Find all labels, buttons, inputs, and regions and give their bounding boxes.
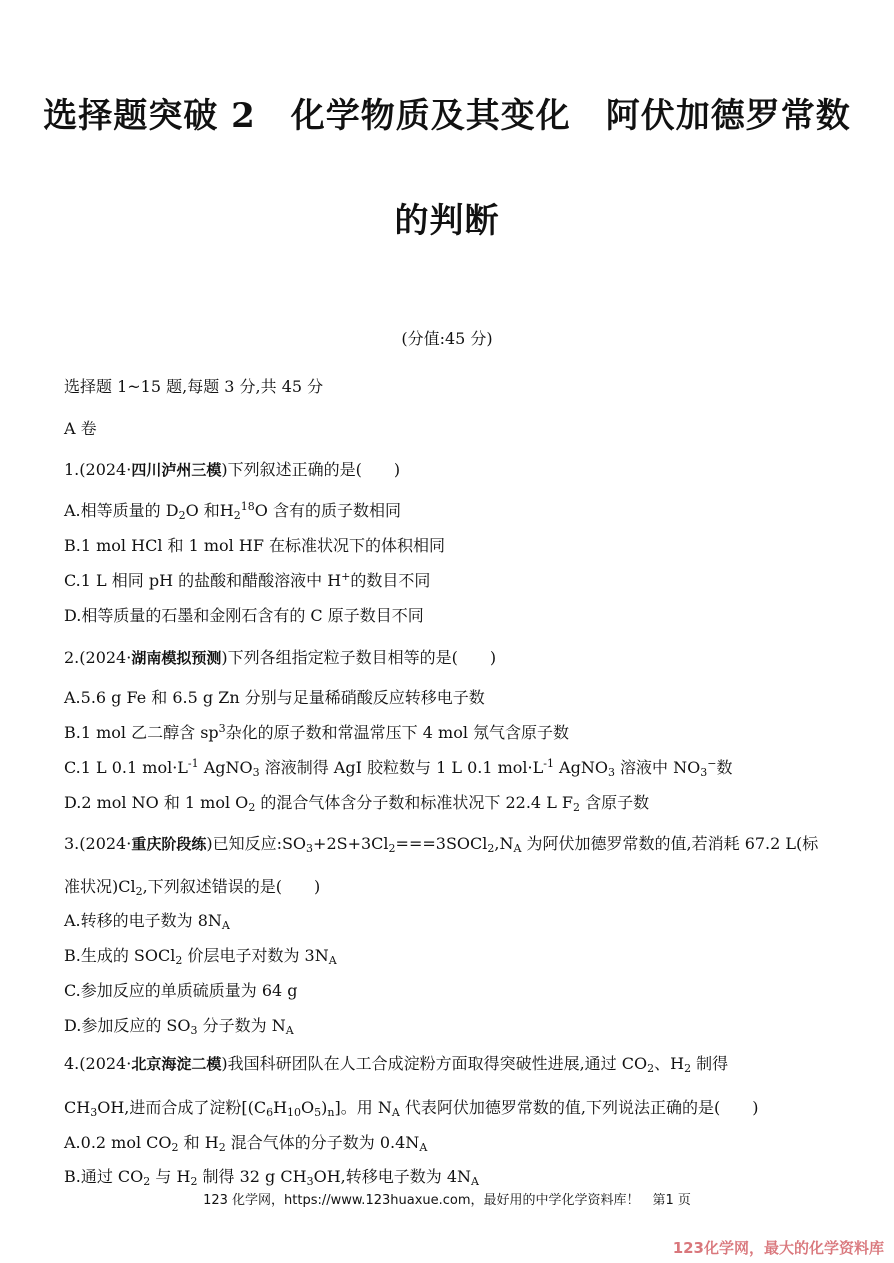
page-title: 选择题突破 2 化学物质及其变化 阿伏加德罗常数: [43, 96, 851, 136]
question-2-option-d: D.2 mol NO 和 1 mol $O_2$ 的混合气体含分子数和标准状况下 22.4 L $F_2$ 含原子数: [64, 793, 650, 814]
score-info: (分值:45 分): [401, 329, 493, 348]
question-3-option-b: B.生成的 SOCl$_2$ 价层电子对数为 $3N_A$: [64, 946, 337, 967]
question-2-option-a: A.5.6 g Fe 和 6.5 g Zn 分别与足量稀硝酸反应转移电子数: [64, 688, 485, 707]
question-3-stem: 3.(2024·重庆阶段练)已知反应$:SO_3+2S+3Cl_2===3SOCl_2,N_A$ 为阿伏加德罗常数的值,若消耗 67.2 L(标: [64, 834, 819, 855]
page-title-continued: 的判断: [394, 201, 500, 241]
page-footer: 123 化学网，https://www.123huaxue.com，最好用的中学化学资料库！ 第1 页: [203, 1193, 691, 1208]
instruction: 选择题 1~15 题,每题 3 分,共 45 分: [64, 377, 324, 396]
question-4-option-a: A.0.2 mol $CO_2$ 和 $H_2$ 混合气体的分子数为 $0.4N_A$: [64, 1133, 428, 1154]
question-4-stem-continued: $CH_3OH$,进而合成了淀粉$[(C_6H_{10}O_5)_n]$。用 $N_A$ 代表阿伏加德罗常数的值,下列说法正确的是( ): [64, 1098, 759, 1119]
question-3-option-d: D.参加反应的 $SO_3$ 分子数为 $N_A$: [64, 1016, 294, 1037]
question-1-option-c: C.1 L 相同 pH 的盐酸和醋酸溶液中 H+的数目不同: [64, 570, 431, 590]
question-1-option-a: A.相等质量的 $D_2O$ 和$H_2^{18}O$ 含有的质子数相同: [64, 500, 401, 522]
question-3-option-a: A.转移的电子数为 $8N_A$: [64, 911, 230, 932]
question-2-stem: 2.(2024·湖南模拟预测)下列各组指定粒子数目相等的是( ): [64, 648, 497, 667]
question-3-stem-continued: 准状况)$Cl_2$,下列叙述错误的是( ): [64, 877, 321, 898]
question-2-option-c: C.1 L 0.1 $mol\cdot L^{-1}$ AgNO$_3$ 溶液制得 AgI 胶粒数与 1 L 0.1 $mol\cdot L^{-1}$ AgNO$_3$ 溶液中 $NO_3^-$数: [64, 757, 733, 779]
question-1-option-b: B.1 mol HCl 和 1 mol HF 在标准状况下的体积相同: [64, 536, 446, 555]
section-label: A 卷: [64, 419, 97, 438]
watermark: 123化学网，最大的化学资料库: [672, 1239, 884, 1257]
question-1-stem: 1.(2024·四川泸州三模)下列叙述正确的是( ): [64, 460, 401, 479]
question-3-option-c: C.参加反应的单质硫质量为 64 g: [64, 981, 298, 1000]
question-4-stem: 4.(2024·北京海淀二模)我国科研团队在人工合成淀粉方面取得突破性进展,通过 $CO_2$、$H_2$ 制得: [64, 1054, 729, 1075]
question-2-option-b: B.1 mol 乙二醇含 $sp^3$杂化的原子数和常温常压下 4 mol 氖气含原子数: [64, 722, 570, 742]
question-1-option-d: D.相等质量的石墨和金刚石含有的 C 原子数目不同: [64, 606, 424, 625]
question-4-option-b: B.通过 $CO_2$ 与 $H_2$ 制得 32 g $CH_3OH$,转移电子数为 $4N_A$: [64, 1167, 479, 1188]
